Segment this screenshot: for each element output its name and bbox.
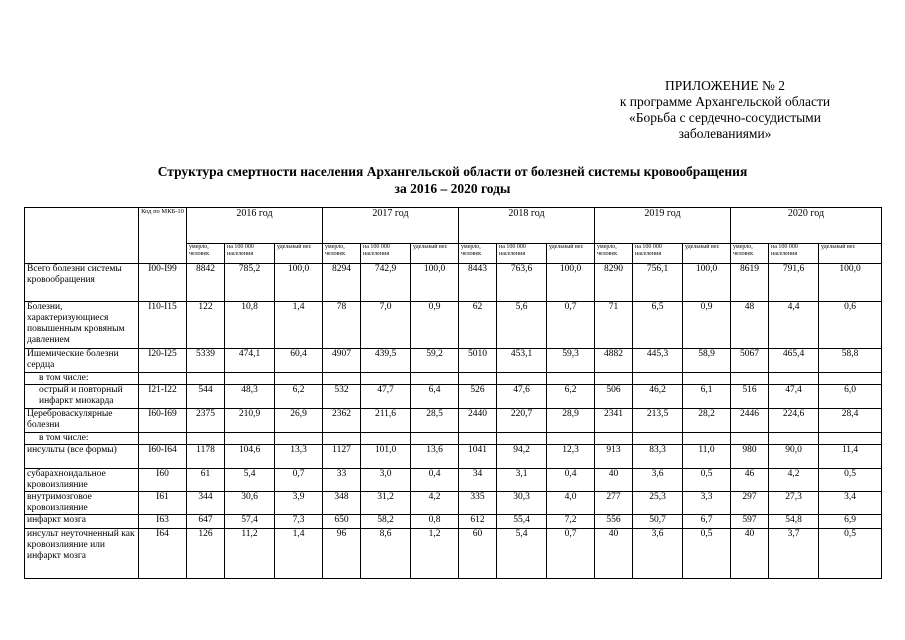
value-cell: 11,0: [683, 445, 731, 469]
value-cell: 5,4: [225, 469, 275, 492]
value-cell: 100,0: [683, 264, 731, 302]
value-cell: 213,5: [633, 409, 683, 433]
value-cell: 3,7: [769, 529, 819, 579]
table-row: [25, 433, 882, 445]
year-header: 2018 год: [459, 208, 595, 244]
value-cell: 650: [323, 515, 361, 529]
value-cell: 58,9: [683, 349, 731, 373]
value-cell: [731, 433, 769, 445]
value-cell: 335: [459, 492, 497, 515]
value-cell: [323, 433, 361, 445]
value-cell: 10,8: [225, 302, 275, 349]
icd-code-cell: I60-I69: [139, 409, 187, 433]
value-cell: 7,0: [361, 302, 411, 349]
row-name-cell: внутримозговое кровоизлияние: [25, 492, 139, 515]
sub-header-cell: удельный вес: [275, 244, 323, 264]
value-cell: [323, 373, 361, 385]
value-cell: 6,9: [819, 515, 882, 529]
value-cell: 34: [459, 469, 497, 492]
value-cell: 8290: [595, 264, 633, 302]
value-cell: 13,3: [275, 445, 323, 469]
sub-header-cell: на 100 000 населения: [769, 244, 819, 264]
value-cell: 756,1: [633, 264, 683, 302]
table-row: [25, 469, 882, 492]
value-cell: 453,1: [497, 349, 547, 373]
value-cell: 348: [323, 492, 361, 515]
value-cell: 28,4: [819, 409, 882, 433]
icd-code-cell: I00-I99: [139, 264, 187, 302]
value-cell: 0,5: [683, 529, 731, 579]
sub-header-cell: умерло, человек: [595, 244, 633, 264]
value-cell: 4,4: [769, 302, 819, 349]
value-cell: [361, 373, 411, 385]
value-cell: [411, 373, 459, 385]
value-cell: [633, 373, 683, 385]
value-cell: 913: [595, 445, 633, 469]
value-cell: 597: [731, 515, 769, 529]
value-cell: 0,5: [819, 469, 882, 492]
table-row: [25, 349, 882, 373]
value-cell: 30,6: [225, 492, 275, 515]
value-cell: 48,3: [225, 385, 275, 409]
icd-code-cell: I10-I15: [139, 302, 187, 349]
value-cell: 2440: [459, 409, 497, 433]
row-name-cell: острый и повторный инфаркт миокарда: [25, 385, 139, 409]
row-name-cell: инсульт неуточненный как кровоизлияние или инфаркт мозга: [25, 529, 139, 579]
value-cell: [225, 373, 275, 385]
mortality-table: [24, 207, 882, 579]
value-cell: 57,4: [225, 515, 275, 529]
value-cell: [187, 433, 225, 445]
value-cell: 50,7: [633, 515, 683, 529]
value-cell: 445,3: [633, 349, 683, 373]
value-cell: 90,0: [769, 445, 819, 469]
sub-header-cell: умерло, человек: [187, 244, 225, 264]
value-cell: 2446: [731, 409, 769, 433]
value-cell: 980: [731, 445, 769, 469]
value-cell: 27,3: [769, 492, 819, 515]
icd-code-cell: I21-I22: [139, 385, 187, 409]
value-cell: 40: [595, 529, 633, 579]
year-header: 2019 год: [595, 208, 731, 244]
appendix-header: [575, 78, 875, 142]
value-cell: 5,4: [497, 529, 547, 579]
value-cell: 6,5: [633, 302, 683, 349]
value-cell: [275, 433, 323, 445]
value-cell: 8619: [731, 264, 769, 302]
icd-code-cell: I61: [139, 492, 187, 515]
value-cell: [547, 433, 595, 445]
value-cell: 4,2: [411, 492, 459, 515]
value-cell: 5339: [187, 349, 225, 373]
value-cell: 474,1: [225, 349, 275, 373]
table-body: [25, 264, 882, 579]
table-row: [25, 385, 882, 409]
value-cell: 8294: [323, 264, 361, 302]
value-cell: 210,9: [225, 409, 275, 433]
sub-header-cell: на 100 000 населения: [225, 244, 275, 264]
value-cell: 0,8: [411, 515, 459, 529]
value-cell: 344: [187, 492, 225, 515]
value-cell: 101,0: [361, 445, 411, 469]
value-cell: 1,4: [275, 529, 323, 579]
title-line-2: за 2016 – 2020 годы: [394, 181, 511, 196]
value-cell: [633, 433, 683, 445]
value-cell: 544: [187, 385, 225, 409]
table-row: [25, 409, 882, 433]
value-cell: 6,1: [683, 385, 731, 409]
value-cell: [411, 433, 459, 445]
value-cell: 3,6: [633, 469, 683, 492]
value-cell: 8842: [187, 264, 225, 302]
value-cell: 71: [595, 302, 633, 349]
value-cell: 104,6: [225, 445, 275, 469]
value-cell: 0,7: [547, 302, 595, 349]
value-cell: 785,2: [225, 264, 275, 302]
sub-header-cell: умерло, человек: [731, 244, 769, 264]
value-cell: [275, 373, 323, 385]
value-cell: 220,7: [497, 409, 547, 433]
value-cell: [683, 433, 731, 445]
value-cell: 61: [187, 469, 225, 492]
value-cell: 2341: [595, 409, 633, 433]
value-cell: 94,2: [497, 445, 547, 469]
value-cell: [459, 433, 497, 445]
value-cell: 0,7: [547, 529, 595, 579]
value-cell: 532: [323, 385, 361, 409]
value-cell: 3,1: [497, 469, 547, 492]
value-cell: 47,6: [497, 385, 547, 409]
value-cell: 0,6: [819, 302, 882, 349]
value-cell: 58,8: [819, 349, 882, 373]
value-cell: 1178: [187, 445, 225, 469]
value-cell: 54,8: [769, 515, 819, 529]
value-cell: [187, 373, 225, 385]
appendix-line-4: заболеваниями»: [678, 126, 772, 141]
value-cell: 46,2: [633, 385, 683, 409]
appendix-line-1: ПРИЛОЖЕНИЕ № 2: [664, 78, 786, 93]
row-name-cell: в том числе:: [25, 373, 139, 385]
value-cell: 4,2: [769, 469, 819, 492]
table-row: [25, 515, 882, 529]
value-cell: 1127: [323, 445, 361, 469]
table-row: [25, 373, 882, 385]
row-name-cell: Всего болезни системы кровообращения: [25, 264, 139, 302]
value-cell: 58,2: [361, 515, 411, 529]
table-row: [25, 529, 882, 579]
name-header-cell: [25, 208, 139, 264]
value-cell: 83,3: [633, 445, 683, 469]
value-cell: 28,9: [547, 409, 595, 433]
value-cell: 47,4: [769, 385, 819, 409]
value-cell: 277: [595, 492, 633, 515]
value-cell: 28,5: [411, 409, 459, 433]
value-cell: 0,5: [819, 529, 882, 579]
value-cell: 46: [731, 469, 769, 492]
value-cell: 47,7: [361, 385, 411, 409]
value-cell: 78: [323, 302, 361, 349]
value-cell: [361, 433, 411, 445]
value-cell: 556: [595, 515, 633, 529]
value-cell: [769, 373, 819, 385]
value-cell: 0,7: [275, 469, 323, 492]
value-cell: [225, 433, 275, 445]
value-cell: 4,0: [547, 492, 595, 515]
value-cell: 742,9: [361, 264, 411, 302]
value-cell: 100,0: [411, 264, 459, 302]
value-cell: 25,3: [633, 492, 683, 515]
value-cell: 60,4: [275, 349, 323, 373]
row-name-cell: инсульты (все формы): [25, 445, 139, 469]
title-line-1: Структура смертности населения Архангельской области от болезней системы кровообращения: [157, 164, 748, 179]
value-cell: [819, 433, 882, 445]
value-cell: 59,2: [411, 349, 459, 373]
sub-header-cell: умерло, человек: [323, 244, 361, 264]
value-cell: [769, 433, 819, 445]
sub-header-cell: на 100 000 населения: [497, 244, 547, 264]
value-cell: 11,2: [225, 529, 275, 579]
value-cell: [547, 373, 595, 385]
value-cell: 126: [187, 529, 225, 579]
appendix-line-2: к программе Архангельской области: [619, 94, 831, 109]
value-cell: 2362: [323, 409, 361, 433]
value-cell: 100,0: [275, 264, 323, 302]
value-cell: 506: [595, 385, 633, 409]
value-cell: 100,0: [819, 264, 882, 302]
value-cell: 3,6: [633, 529, 683, 579]
value-cell: 5067: [731, 349, 769, 373]
value-cell: 297: [731, 492, 769, 515]
value-cell: [595, 433, 633, 445]
value-cell: [595, 373, 633, 385]
appendix-line-3: «Борьба с сердечно-сосудистыми: [629, 110, 821, 125]
value-cell: [497, 433, 547, 445]
value-cell: 4882: [595, 349, 633, 373]
value-cell: 3,9: [275, 492, 323, 515]
year-header-row: [25, 208, 882, 244]
table-row: [25, 445, 882, 469]
value-cell: 60: [459, 529, 497, 579]
sub-header-cell: удельный вес: [819, 244, 882, 264]
value-cell: 7,2: [547, 515, 595, 529]
icd-code-cell: [139, 373, 187, 385]
icd-code-cell: I64: [139, 529, 187, 579]
value-cell: 28,2: [683, 409, 731, 433]
row-name-cell: в том числе:: [25, 433, 139, 445]
value-cell: 48: [731, 302, 769, 349]
value-cell: 13,6: [411, 445, 459, 469]
icd-code-cell: I63: [139, 515, 187, 529]
value-cell: 526: [459, 385, 497, 409]
sub-header-cell: умерло, человек: [459, 244, 497, 264]
value-cell: 40: [595, 469, 633, 492]
value-cell: 647: [187, 515, 225, 529]
icd-code-cell: [139, 433, 187, 445]
value-cell: 6,4: [411, 385, 459, 409]
value-cell: 1041: [459, 445, 497, 469]
sub-header-cell: удельный вес: [683, 244, 731, 264]
value-cell: 40: [731, 529, 769, 579]
value-cell: 11,4: [819, 445, 882, 469]
value-cell: 3,4: [819, 492, 882, 515]
sub-header-cell: удельный вес: [411, 244, 459, 264]
value-cell: 0,5: [683, 469, 731, 492]
value-cell: 1,4: [275, 302, 323, 349]
value-cell: 6,7: [683, 515, 731, 529]
year-header: 2020 год: [731, 208, 882, 244]
row-name-cell: субарахноидальное кровоизлияние: [25, 469, 139, 492]
value-cell: [683, 373, 731, 385]
value-cell: 5010: [459, 349, 497, 373]
row-name-cell: Цереброваскулярные болезни: [25, 409, 139, 433]
value-cell: 6,0: [819, 385, 882, 409]
value-cell: 96: [323, 529, 361, 579]
document-title: [0, 163, 905, 197]
value-cell: 3,3: [683, 492, 731, 515]
value-cell: 612: [459, 515, 497, 529]
value-cell: 5,6: [497, 302, 547, 349]
year-header: 2016 год: [187, 208, 323, 244]
value-cell: 55,4: [497, 515, 547, 529]
row-name-cell: инфаркт мозга: [25, 515, 139, 529]
value-cell: 26,9: [275, 409, 323, 433]
value-cell: 4907: [323, 349, 361, 373]
sub-header-cell: на 100 000 населения: [361, 244, 411, 264]
value-cell: 0,4: [547, 469, 595, 492]
value-cell: 33: [323, 469, 361, 492]
value-cell: 0,9: [411, 302, 459, 349]
table-row: [25, 492, 882, 515]
icd-code-cell: I60: [139, 469, 187, 492]
value-cell: 0,4: [411, 469, 459, 492]
sub-header-cell: удельный вес: [547, 244, 595, 264]
value-cell: 0,9: [683, 302, 731, 349]
value-cell: 439,5: [361, 349, 411, 373]
value-cell: 1,2: [411, 529, 459, 579]
value-cell: 211,6: [361, 409, 411, 433]
value-cell: 763,6: [497, 264, 547, 302]
value-cell: 8443: [459, 264, 497, 302]
value-cell: 3,0: [361, 469, 411, 492]
year-header: 2017 год: [323, 208, 459, 244]
value-cell: 30,3: [497, 492, 547, 515]
table-row: [25, 302, 882, 349]
value-cell: [731, 373, 769, 385]
value-cell: 2375: [187, 409, 225, 433]
value-cell: 516: [731, 385, 769, 409]
value-cell: [819, 373, 882, 385]
row-name-cell: Ишемические болезни сердца: [25, 349, 139, 373]
value-cell: 59,3: [547, 349, 595, 373]
value-cell: 31,2: [361, 492, 411, 515]
value-cell: 8,6: [361, 529, 411, 579]
value-cell: 6,2: [275, 385, 323, 409]
icd-code-cell: I20-I25: [139, 349, 187, 373]
value-cell: 7,3: [275, 515, 323, 529]
value-cell: 791,6: [769, 264, 819, 302]
value-cell: 465,4: [769, 349, 819, 373]
row-name-cell: Болезни, характеризующиеся повышенным кровяным давлением: [25, 302, 139, 349]
table-row: [25, 264, 882, 302]
value-cell: 6,2: [547, 385, 595, 409]
value-cell: 122: [187, 302, 225, 349]
icd-code-cell: I60-I64: [139, 445, 187, 469]
value-cell: 100,0: [547, 264, 595, 302]
value-cell: [459, 373, 497, 385]
code-header: Код по МКБ-10: [139, 208, 187, 264]
value-cell: 62: [459, 302, 497, 349]
value-cell: 224,6: [769, 409, 819, 433]
value-cell: [497, 373, 547, 385]
value-cell: 12,3: [547, 445, 595, 469]
sub-header-cell: на 100 000 населения: [633, 244, 683, 264]
